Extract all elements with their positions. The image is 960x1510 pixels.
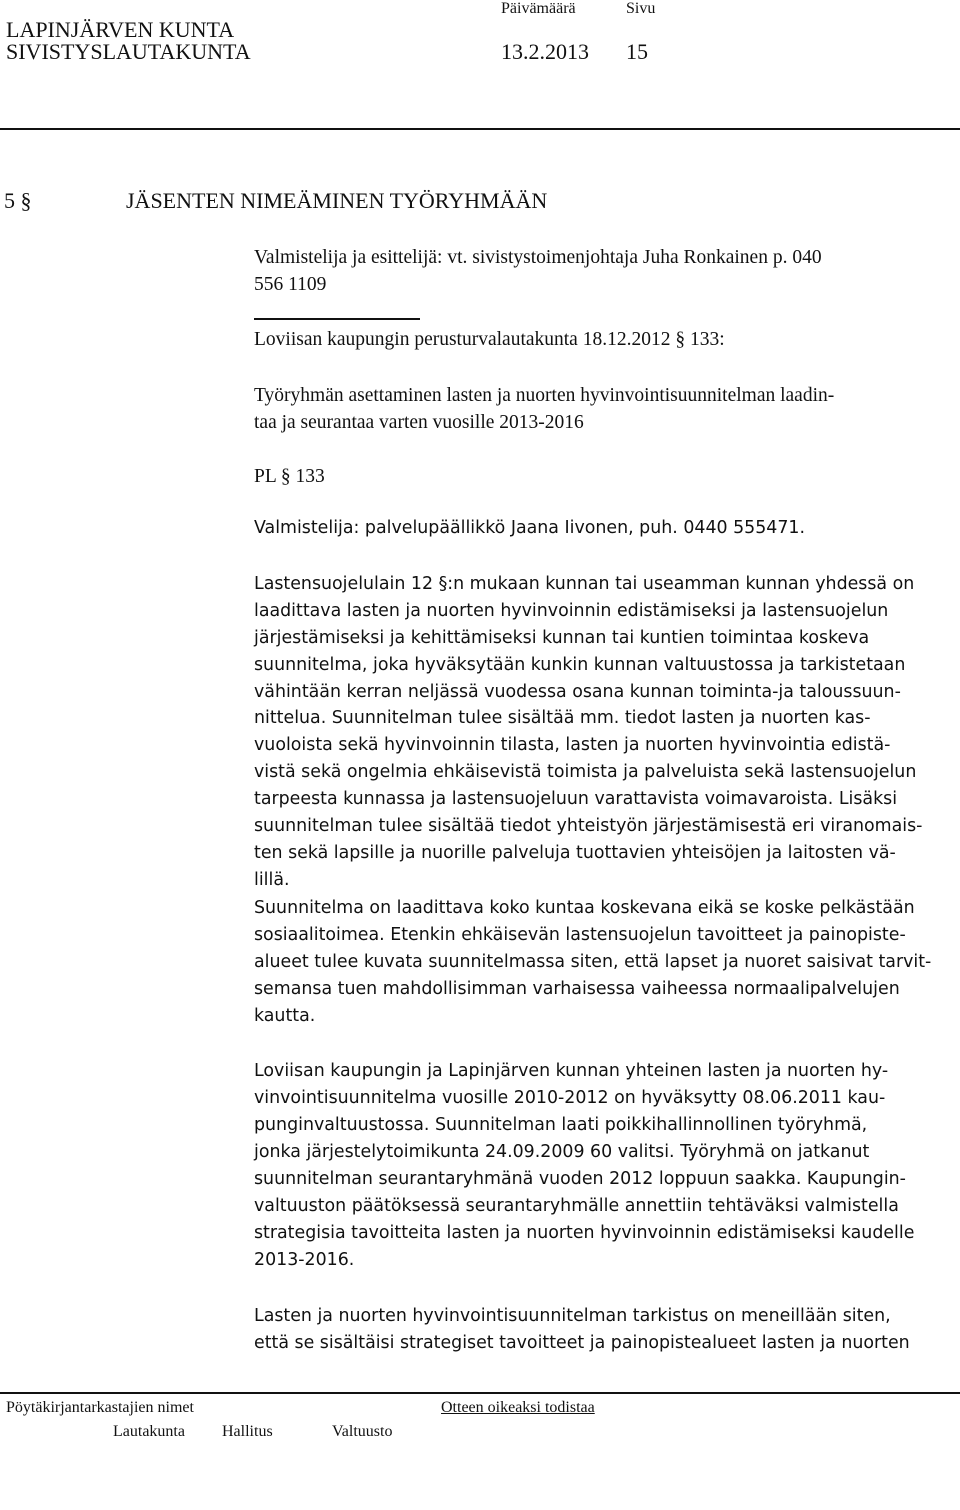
p2-line: suunnitelman seurantaryhmänä vuoden 2012 loppuun saakka. Kaupungin- [254, 1169, 906, 1189]
p1-line: järjestämiseksi ja kehittämiseksi kunnan tai kuntien toimintaa koskeva [254, 628, 870, 648]
p1-line: kautta. [254, 1006, 316, 1026]
preparer-line-1: Valmistelija ja esittelijä: vt. sivistystoimenjohtaja Juha Ronkainen p. 040 [254, 247, 822, 268]
p1-line: suunnitelma, joka hyväksytään kunkin kunnan valtuustossa ja tarkistetaan [254, 655, 906, 675]
p3-line: Lasten ja nuorten hyvinvointisuunnitelman tarkistus on meneillään siten, [254, 1306, 891, 1326]
body-lautakunta: Lautakunta [113, 1423, 185, 1440]
p1-line: tarpeesta kunnassa ja lastensuojeluun varattavista voimavaroista. Lisäksi [254, 789, 898, 809]
p1-line: laadittava lasten ja nuorten hyvinvoinnin edistämiseksi ja lastensuojelun [254, 601, 889, 621]
page-label: Sivu [626, 0, 656, 17]
footer-divider [0, 1392, 960, 1394]
p1-line: Lastensuojelulain 12 §:n mukaan kunnan tai useamman kunnan yhdessä on [254, 574, 915, 594]
section-number: 5 § [4, 188, 32, 213]
p2-line: strategisia tavoitteita lasten ja nuorten hyvinvoinnin edistämiseksi kaudelle [254, 1223, 915, 1243]
p2-line: valtuuston päätöksessä seurantaryhmälle annettiin tehtäväksi valmistella [254, 1196, 899, 1216]
p1-line: vuoloista sekä hyvinvoinnin tilasta, lasten ja nuorten hyvinvointia edistä- [254, 735, 891, 755]
p1-line: suunnitelman tulee sisältää tiedot yhteistyön järjestämisestä eri viranomais- [254, 816, 923, 836]
board-name: SIVISTYSLAUTAKUNTA [6, 39, 251, 64]
body-hallitus: Hallitus [222, 1423, 273, 1440]
organization-name: LAPINJÄRVEN KUNTA [6, 17, 235, 42]
body-valtuusto: Valtuusto [332, 1423, 393, 1440]
p2-line: Loviisan kaupungin ja Lapinjärven kunnan yhteinen lasten ja nuorten hy- [254, 1061, 889, 1081]
p1-line: sosiaalitoimea. Etenkin ehkäisevän lastensuojelun tavoitteet ja painopiste- [254, 925, 906, 945]
p1-line: semansa tuen mahdollisimman varhaisessa vaiheessa normaalipalvelujen [254, 979, 900, 999]
p2-line: jonka järjestelytoimikunta 24.09.2009 60 valitsi. Työryhmä on jatkanut [254, 1142, 870, 1162]
preparer-pl: Valmistelija: palvelupäällikkö Jaana Iivonen, puh. 0440 555471. [254, 518, 806, 538]
p1-line: ten sekä lapsille ja nuorille palveluja tuottavien yhteisöjen ja laitosten vä- [254, 843, 896, 863]
pl-reference: PL § 133 [254, 466, 325, 487]
p1-line: vähintään kerran neljässä vuodessa osana kunnan toiminta-ja taloussuun- [254, 682, 901, 702]
document-date: 13.2.2013 [501, 39, 589, 64]
preparer-line-2: 556 1109 [254, 274, 327, 295]
header-divider [0, 128, 960, 130]
p1-line: lillä. [254, 870, 290, 890]
checkers-label: Pöytäkirjantarkastajien nimet [6, 1399, 194, 1416]
p1-line: alueet tulee kuvata suunnitelmassa siten, että lapset ja nuoret saisivat tarvit- [254, 952, 932, 972]
section-title: JÄSENTEN NIMEÄMINEN TYÖRYHMÄÄN [126, 188, 548, 213]
p2-line: vinvointisuunnitelma vuosille 2010-2012 on hyväksytty 08.06.2011 kau- [254, 1088, 886, 1108]
reference-line: Loviisan kaupungin perusturvalautakunta 18.12.2012 § 133: [254, 329, 725, 350]
p1-line: vistä sekä ongelmia ehkäisevistä toimista ja palveluista sekä lastensuojelun [254, 762, 917, 782]
section-symbol: § [20, 188, 32, 213]
p2-line: 2013-2016. [254, 1250, 355, 1270]
p1-line: Suunnitelma on laadittava koko kuntaa koskevana eikä se koske pelkästään [254, 898, 915, 918]
subject-line-1: Työryhmän asettaminen lasten ja nuorten hyvinvointisuunnitelman laadin- [254, 385, 835, 406]
page-number: 15 [626, 39, 648, 64]
p3-line: että se sisältäisi strategiset tavoitteet ja painopistealueet lasten ja nuorten [254, 1333, 910, 1353]
date-label: Päivämäärä [501, 0, 576, 17]
subject-line-2: taa ja seurantaa varten vuosille 2013-2016 [254, 412, 584, 433]
separator-line [254, 318, 420, 320]
p2-line: punginvaltuustossa. Suunnitelman laati poikkihallinnollinen työryhmä, [254, 1115, 868, 1135]
extract-label: Otteen oikeaksi todistaa [441, 1399, 595, 1416]
p1-line: nittelua. Suunnitelman tulee sisältää mm. tiedot lasten ja nuorten kas- [254, 708, 871, 728]
